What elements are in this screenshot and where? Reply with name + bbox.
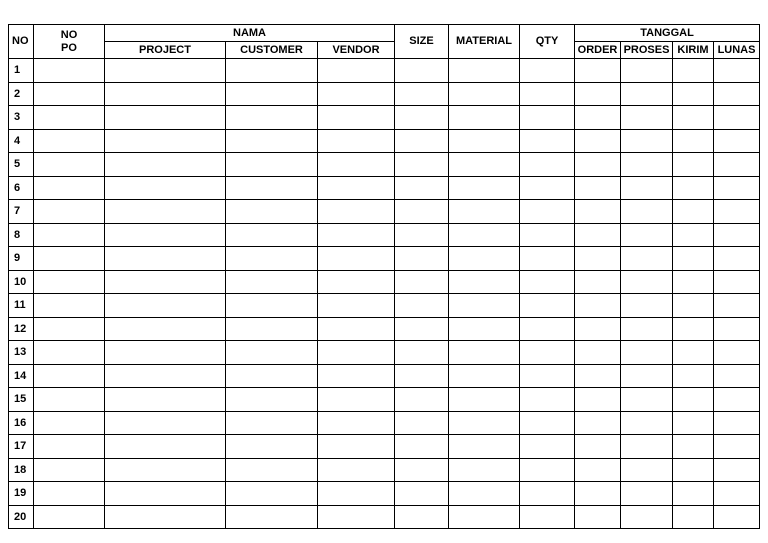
row-number: 5: [9, 153, 34, 177]
proses-date-cell[interactable]: [621, 59, 673, 83]
size-cell[interactable]: [395, 341, 449, 365]
project-cell[interactable]: [105, 505, 226, 529]
customer-cell[interactable]: [226, 317, 318, 341]
material-cell[interactable]: [449, 411, 520, 435]
size-cell[interactable]: [395, 223, 449, 247]
table-row: [9, 317, 760, 341]
qty-cell[interactable]: [520, 270, 575, 294]
row-number: 10: [9, 270, 34, 294]
qty-cell[interactable]: [520, 59, 575, 83]
order-date-cell[interactable]: [575, 153, 621, 177]
table-row: [9, 435, 760, 459]
header-tanggal: TANGGAL: [575, 25, 760, 42]
order-date-cell[interactable]: [575, 411, 621, 435]
kirim-date-cell[interactable]: [673, 317, 714, 341]
qty-cell[interactable]: [520, 153, 575, 177]
proses-date-cell[interactable]: [621, 388, 673, 412]
lunas-date-cell[interactable]: [714, 247, 760, 271]
size-cell[interactable]: [395, 458, 449, 482]
qty-cell[interactable]: [520, 247, 575, 271]
kirim-date-cell[interactable]: [673, 106, 714, 130]
qty-cell[interactable]: [520, 388, 575, 412]
order-date-cell[interactable]: [575, 364, 621, 388]
order-date-cell[interactable]: [575, 482, 621, 506]
customer-cell[interactable]: [226, 223, 318, 247]
size-cell[interactable]: [395, 247, 449, 271]
size-cell[interactable]: [395, 388, 449, 412]
kirim-date-cell[interactable]: [673, 200, 714, 224]
proses-date-cell[interactable]: [621, 247, 673, 271]
row-number: 9: [9, 247, 34, 271]
vendor-cell[interactable]: [318, 176, 395, 200]
kirim-date-cell[interactable]: [673, 458, 714, 482]
vendor-cell[interactable]: [318, 270, 395, 294]
order-date-cell[interactable]: [575, 317, 621, 341]
proses-date-cell[interactable]: [621, 435, 673, 459]
kirim-date-cell[interactable]: [673, 270, 714, 294]
vendor-cell[interactable]: [318, 411, 395, 435]
proses-date-cell[interactable]: [621, 176, 673, 200]
material-cell[interactable]: [449, 200, 520, 224]
order-date-cell[interactable]: [575, 435, 621, 459]
material-cell[interactable]: [449, 505, 520, 529]
lunas-date-cell[interactable]: [714, 435, 760, 459]
project-cell[interactable]: [105, 82, 226, 106]
row-number: 13: [9, 341, 34, 365]
lunas-date-cell[interactable]: [714, 82, 760, 106]
kirim-date-cell[interactable]: [673, 364, 714, 388]
lunas-date-cell[interactable]: [714, 411, 760, 435]
table-row: [9, 129, 760, 153]
no-po-cell[interactable]: [34, 411, 105, 435]
lunas-date-cell[interactable]: [714, 153, 760, 177]
material-cell[interactable]: [449, 176, 520, 200]
material-cell[interactable]: [449, 388, 520, 412]
header-row-top: [9, 25, 760, 42]
customer-cell[interactable]: [226, 270, 318, 294]
order-date-cell[interactable]: [575, 388, 621, 412]
project-cell[interactable]: [105, 59, 226, 83]
no-po-cell[interactable]: [34, 341, 105, 365]
size-cell[interactable]: [395, 82, 449, 106]
header-project: PROJECT: [105, 42, 226, 59]
lunas-date-cell[interactable]: [714, 388, 760, 412]
size-cell[interactable]: [395, 176, 449, 200]
no-po-cell[interactable]: [34, 482, 105, 506]
table-row: [9, 294, 760, 318]
proses-date-cell[interactable]: [621, 200, 673, 224]
qty-cell[interactable]: [520, 294, 575, 318]
proses-date-cell[interactable]: [621, 482, 673, 506]
table-row: [9, 106, 760, 130]
project-cell[interactable]: [105, 482, 226, 506]
vendor-cell[interactable]: [318, 82, 395, 106]
size-cell[interactable]: [395, 505, 449, 529]
vendor-cell[interactable]: [318, 294, 395, 318]
vendor-cell[interactable]: [318, 59, 395, 83]
table-row: [9, 247, 760, 271]
proses-date-cell[interactable]: [621, 294, 673, 318]
no-po-cell[interactable]: [34, 270, 105, 294]
project-cell[interactable]: [105, 458, 226, 482]
customer-cell[interactable]: [226, 200, 318, 224]
header-lunas: LUNAS: [714, 42, 760, 59]
row-number: 11: [9, 294, 34, 318]
row-number: 12: [9, 317, 34, 341]
order-date-cell[interactable]: [575, 106, 621, 130]
proses-date-cell[interactable]: [621, 129, 673, 153]
qty-cell[interactable]: [520, 129, 575, 153]
proses-date-cell[interactable]: [621, 411, 673, 435]
no-po-cell[interactable]: [34, 176, 105, 200]
no-po-cell[interactable]: [34, 200, 105, 224]
customer-cell[interactable]: [226, 411, 318, 435]
order-date-cell[interactable]: [575, 341, 621, 365]
no-po-cell[interactable]: [34, 247, 105, 271]
kirim-date-cell[interactable]: [673, 482, 714, 506]
material-cell[interactable]: [449, 82, 520, 106]
vendor-cell[interactable]: [318, 341, 395, 365]
table-row: [9, 341, 760, 365]
lunas-date-cell[interactable]: [714, 270, 760, 294]
table-row: [9, 505, 760, 529]
header-customer: CUSTOMER: [226, 42, 318, 59]
row-number: 16: [9, 411, 34, 435]
header-row-sub: [9, 42, 760, 59]
header-vendor: VENDOR: [318, 42, 395, 59]
no-po-cell[interactable]: [34, 388, 105, 412]
table-row: [9, 482, 760, 506]
lunas-date-cell[interactable]: [714, 176, 760, 200]
order-date-cell[interactable]: [575, 270, 621, 294]
qty-cell[interactable]: [520, 341, 575, 365]
project-cell[interactable]: [105, 435, 226, 459]
proses-date-cell[interactable]: [621, 364, 673, 388]
customer-cell[interactable]: [226, 59, 318, 83]
size-cell[interactable]: [395, 59, 449, 83]
vendor-cell[interactable]: [318, 129, 395, 153]
lunas-date-cell[interactable]: [714, 364, 760, 388]
kirim-date-cell[interactable]: [673, 129, 714, 153]
row-number: 3: [9, 106, 34, 130]
vendor-cell[interactable]: [318, 106, 395, 130]
header-order: ORDER: [575, 42, 621, 59]
no-po-cell[interactable]: [34, 458, 105, 482]
qty-cell[interactable]: [520, 435, 575, 459]
header-qty: QTY: [520, 25, 575, 59]
order-tracking-table: [8, 24, 760, 529]
project-cell[interactable]: [105, 388, 226, 412]
project-cell[interactable]: [105, 129, 226, 153]
proses-date-cell[interactable]: [621, 106, 673, 130]
lunas-date-cell[interactable]: [714, 106, 760, 130]
size-cell[interactable]: [395, 270, 449, 294]
project-cell[interactable]: [105, 294, 226, 318]
project-cell[interactable]: [105, 317, 226, 341]
lunas-date-cell[interactable]: [714, 200, 760, 224]
no-po-cell[interactable]: [34, 364, 105, 388]
kirim-date-cell[interactable]: [673, 505, 714, 529]
no-po-cell[interactable]: [34, 106, 105, 130]
project-cell[interactable]: [105, 153, 226, 177]
lunas-date-cell[interactable]: [714, 129, 760, 153]
order-date-cell[interactable]: [575, 294, 621, 318]
no-po-cell[interactable]: [34, 59, 105, 83]
vendor-cell[interactable]: [318, 482, 395, 506]
qty-cell[interactable]: [520, 106, 575, 130]
customer-cell[interactable]: [226, 364, 318, 388]
proses-date-cell[interactable]: [621, 341, 673, 365]
row-number: 19: [9, 482, 34, 506]
kirim-date-cell[interactable]: [673, 223, 714, 247]
project-cell[interactable]: [105, 411, 226, 435]
no-po-cell[interactable]: [34, 223, 105, 247]
header-proses: PROSES: [621, 42, 673, 59]
customer-cell[interactable]: [226, 505, 318, 529]
size-cell[interactable]: [395, 200, 449, 224]
table-row: [9, 82, 760, 106]
table-row: [9, 458, 760, 482]
material-cell[interactable]: [449, 294, 520, 318]
row-number: 14: [9, 364, 34, 388]
qty-cell[interactable]: [520, 223, 575, 247]
lunas-date-cell[interactable]: [714, 458, 760, 482]
header-nama: NAMA: [105, 25, 395, 42]
row-number: 15: [9, 388, 34, 412]
vendor-cell[interactable]: [318, 505, 395, 529]
material-cell[interactable]: [449, 317, 520, 341]
lunas-date-cell[interactable]: [714, 317, 760, 341]
qty-cell[interactable]: [520, 364, 575, 388]
order-date-cell[interactable]: [575, 505, 621, 529]
header-no-po-line1: NO: [60, 28, 78, 41]
material-cell[interactable]: [449, 153, 520, 177]
material-cell[interactable]: [449, 59, 520, 83]
qty-cell[interactable]: [520, 82, 575, 106]
customer-cell[interactable]: [226, 247, 318, 271]
size-cell[interactable]: [395, 153, 449, 177]
kirim-date-cell[interactable]: [673, 294, 714, 318]
no-po-cell[interactable]: [34, 435, 105, 459]
vendor-cell[interactable]: [318, 247, 395, 271]
lunas-date-cell[interactable]: [714, 294, 760, 318]
project-cell[interactable]: [105, 270, 226, 294]
no-po-cell[interactable]: [34, 129, 105, 153]
row-number: 8: [9, 223, 34, 247]
order-form-sheet: [8, 24, 760, 529]
material-cell[interactable]: [449, 364, 520, 388]
row-number: 2: [9, 82, 34, 106]
lunas-date-cell[interactable]: [714, 341, 760, 365]
vendor-cell[interactable]: [318, 153, 395, 177]
customer-cell[interactable]: [226, 482, 318, 506]
kirim-date-cell[interactable]: [673, 176, 714, 200]
qty-cell[interactable]: [520, 317, 575, 341]
table-row: [9, 270, 760, 294]
material-cell[interactable]: [449, 435, 520, 459]
qty-cell[interactable]: [520, 411, 575, 435]
project-cell[interactable]: [105, 176, 226, 200]
table-row: [9, 200, 760, 224]
no-po-cell[interactable]: [34, 294, 105, 318]
order-date-cell[interactable]: [575, 82, 621, 106]
material-cell[interactable]: [449, 341, 520, 365]
table-row: [9, 223, 760, 247]
customer-cell[interactable]: [226, 129, 318, 153]
vendor-cell[interactable]: [318, 317, 395, 341]
vendor-cell[interactable]: [318, 364, 395, 388]
table-row: [9, 411, 760, 435]
project-cell[interactable]: [105, 106, 226, 130]
table-row: [9, 59, 760, 83]
size-cell[interactable]: [395, 364, 449, 388]
project-cell[interactable]: [105, 247, 226, 271]
no-po-cell[interactable]: [34, 505, 105, 529]
lunas-date-cell[interactable]: [714, 223, 760, 247]
size-cell[interactable]: [395, 129, 449, 153]
customer-cell[interactable]: [226, 341, 318, 365]
order-date-cell[interactable]: [575, 223, 621, 247]
header-size: SIZE: [395, 25, 449, 59]
table-header: [9, 25, 760, 59]
row-number: 18: [9, 458, 34, 482]
vendor-cell[interactable]: [318, 435, 395, 459]
row-number: 4: [9, 129, 34, 153]
size-cell[interactable]: [395, 317, 449, 341]
table-row: [9, 153, 760, 177]
material-cell[interactable]: [449, 482, 520, 506]
table-row: [9, 388, 760, 412]
qty-cell[interactable]: [520, 458, 575, 482]
proses-date-cell[interactable]: [621, 505, 673, 529]
no-po-cell[interactable]: [34, 82, 105, 106]
size-cell[interactable]: [395, 411, 449, 435]
order-date-cell[interactable]: [575, 200, 621, 224]
row-number: 17: [9, 435, 34, 459]
customer-cell[interactable]: [226, 82, 318, 106]
row-number: 7: [9, 200, 34, 224]
kirim-date-cell[interactable]: [673, 435, 714, 459]
table-row: [9, 176, 760, 200]
customer-cell[interactable]: [226, 458, 318, 482]
row-number: 1: [9, 59, 34, 83]
material-cell[interactable]: [449, 247, 520, 271]
header-no-po: [34, 25, 105, 59]
project-cell[interactable]: [105, 341, 226, 365]
table-row: [9, 364, 760, 388]
material-cell[interactable]: [449, 458, 520, 482]
proses-date-cell[interactable]: [621, 458, 673, 482]
vendor-cell[interactable]: [318, 458, 395, 482]
kirim-date-cell[interactable]: [673, 388, 714, 412]
material-cell[interactable]: [449, 106, 520, 130]
qty-cell[interactable]: [520, 505, 575, 529]
customer-cell[interactable]: [226, 106, 318, 130]
customer-cell[interactable]: [226, 294, 318, 318]
size-cell[interactable]: [395, 106, 449, 130]
lunas-date-cell[interactable]: [714, 482, 760, 506]
header-no-po-line2: PO: [61, 41, 77, 54]
proses-date-cell[interactable]: [621, 82, 673, 106]
kirim-date-cell[interactable]: [673, 411, 714, 435]
qty-cell[interactable]: [520, 200, 575, 224]
proses-date-cell[interactable]: [621, 223, 673, 247]
proses-date-cell[interactable]: [621, 317, 673, 341]
order-date-cell[interactable]: [575, 458, 621, 482]
vendor-cell[interactable]: [318, 200, 395, 224]
table-body: [9, 59, 760, 529]
kirim-date-cell[interactable]: [673, 341, 714, 365]
material-cell[interactable]: [449, 129, 520, 153]
proses-date-cell[interactable]: [621, 153, 673, 177]
customer-cell[interactable]: [226, 153, 318, 177]
header-material: MATERIAL: [449, 25, 520, 59]
kirim-date-cell[interactable]: [673, 153, 714, 177]
material-cell[interactable]: [449, 270, 520, 294]
row-number: 20: [9, 505, 34, 529]
order-date-cell[interactable]: [575, 176, 621, 200]
project-cell[interactable]: [105, 364, 226, 388]
kirim-date-cell[interactable]: [673, 247, 714, 271]
no-po-cell[interactable]: [34, 317, 105, 341]
no-po-cell[interactable]: [34, 153, 105, 177]
kirim-date-cell[interactable]: [673, 82, 714, 106]
order-date-cell[interactable]: [575, 129, 621, 153]
proses-date-cell[interactable]: [621, 270, 673, 294]
order-date-cell[interactable]: [575, 247, 621, 271]
lunas-date-cell[interactable]: [714, 505, 760, 529]
vendor-cell[interactable]: [318, 223, 395, 247]
project-cell[interactable]: [105, 200, 226, 224]
row-number: 6: [9, 176, 34, 200]
qty-cell[interactable]: [520, 482, 575, 506]
size-cell[interactable]: [395, 482, 449, 506]
customer-cell[interactable]: [226, 388, 318, 412]
size-cell[interactable]: [395, 435, 449, 459]
project-cell[interactable]: [105, 223, 226, 247]
qty-cell[interactable]: [520, 176, 575, 200]
lunas-date-cell[interactable]: [714, 59, 760, 83]
kirim-date-cell[interactable]: [673, 59, 714, 83]
customer-cell[interactable]: [226, 176, 318, 200]
customer-cell[interactable]: [226, 435, 318, 459]
header-no: NO: [9, 25, 34, 59]
material-cell[interactable]: [449, 223, 520, 247]
header-kirim: KIRIM: [673, 42, 714, 59]
order-date-cell[interactable]: [575, 59, 621, 83]
vendor-cell[interactable]: [318, 388, 395, 412]
size-cell[interactable]: [395, 294, 449, 318]
